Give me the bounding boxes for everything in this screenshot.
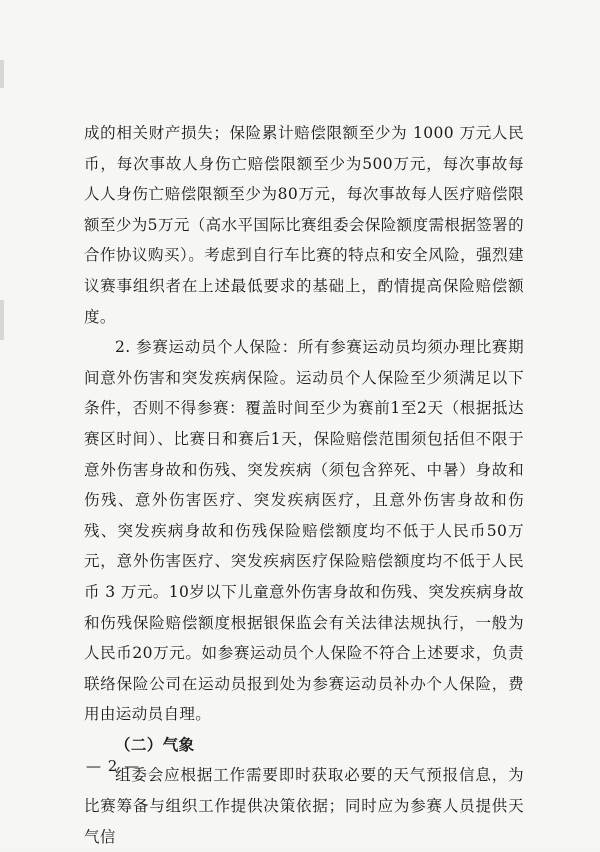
scan-edge-mark	[0, 60, 4, 88]
page-number: — 2 —	[86, 757, 141, 775]
body-paragraph-2: 2. 参赛运动员个人保险：所有参赛运动员均须办理比赛期间意外伤害和突发疾病保险。运动员个人保险至少须满足以下条件，否则不得参赛：覆盖时间至少为赛前1至2天（根据抵达赛区时间）、比赛日和赛后1天，保险赔偿范围须包括但不限于意外伤害身故和伤残、突发疾病（须包含猝死、中暑）身故和伤残、意外伤害医疗、突发疾病医疗，且意外伤害身故和伤残、突发疾病身故和伤残保险赔偿额度均不低于人民币50万元，意外伤害医疗、突发疾病医疗保险赔偿额度均不低于人民币 3 万元。10岁以下儿童意外伤害身故和伤残、突发疾病身故和伤残保险赔偿额度根据银保监会有关法律法规执行，一般为人民币20万元。如参赛运动员个人保险不符合上述要求，负责联络保险公司在运动员报到处为参赛运动员补办个人保险，费用由运动员自理。	[84, 338, 524, 724]
body-paragraph-3: 组委会应根据工作需要即时获取必要的天气预报信息，为比赛筹备与组织工作提供决策依据；同时应为参赛人员提供天气信	[84, 766, 524, 846]
scan-edge-mark	[0, 300, 4, 340]
document-body	[84, 118, 524, 852]
section-heading: （二）气象	[115, 734, 195, 754]
body-paragraph-1: 成的相关财产损失；保险累计赔偿限额至少为 1000 万元人民币，每次事故人身伤亡赔偿限额至少为500万元，每次事故每人人身伤亡赔偿限额至少为80万元，每次事故每人医疗赔偿限额至少为5万元（高水平国际比赛组委会保险额度需根据签署的合作协议购买）。考虑到自行车比赛的特点和安全风险，强烈建议赛事组织者在上述最低要求的基础上，酌情提高保险赔偿额度。	[84, 124, 524, 326]
